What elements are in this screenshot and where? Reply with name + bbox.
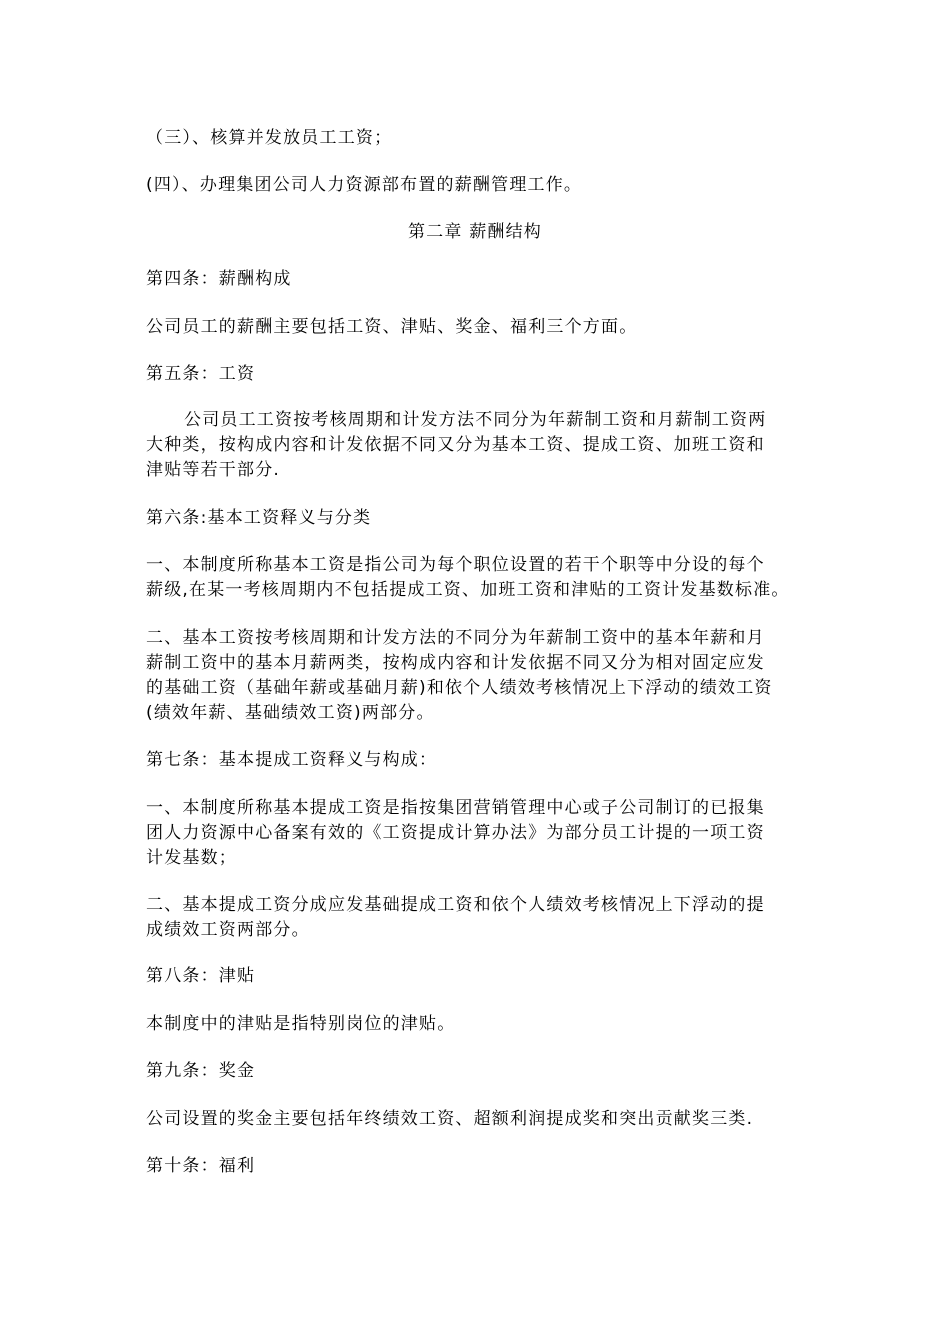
- article-7-item-2-line-1: 二、基本提成工资分成应发基础提成工资和依个人绩效考核情况上下浮动的提: [146, 895, 765, 915]
- chapter-heading: 第二章 薪酬结构: [407, 222, 542, 242]
- article-8-heading: 第八条：津贴: [146, 966, 256, 986]
- article-4-body: 公司员工的薪酬主要包括工资、津贴、奖金、福利三个方面。: [146, 317, 638, 337]
- article-7-item-1-line-2: 团人力资源中心备案有效的《工资提成计算办法》为部分员工计提的一项工资: [146, 823, 765, 843]
- article-7-item-1-line-3: 计发基数；: [146, 848, 237, 868]
- article-7-item-1-line-1: 一、本制度所称基本提成工资是指按集团营销管理中心或子公司制订的已报集: [146, 798, 765, 818]
- article-6-item-2-line-3: 的基础工资（基础年薪或基础月薪)和依个人绩效考核情况上下浮动的绩效工资: [146, 678, 773, 698]
- article-5-heading: 第五条：工资: [146, 364, 256, 384]
- article-5-body-line-3: 津贴等若干部分.: [146, 460, 281, 480]
- article-6-item-2-line-1: 二、基本工资按考核周期和计发方法的不同分为年薪制工资中的基本年薪和月: [146, 628, 765, 648]
- article-6-heading: 第六条:基本工资释义与分类: [146, 508, 372, 528]
- article-7-item-2-line-2: 成绩效工资两部分。: [146, 920, 310, 940]
- article-5-body-line-2: 大种类，按构成内容和计发依据不同又分为基本工资、提成工资、加班工资和: [146, 435, 765, 455]
- article-6-item-1-line-2: 薪级,在某一考核周期内不包括提成工资、加班工资和津贴的工资计发基数标准。: [146, 580, 790, 600]
- article-9-body: 公司设置的奖金主要包括年终绩效工资、超额利润提成奖和突出贡献奖三类.: [146, 1109, 754, 1129]
- clause-4-text: (四）、办理集团公司人力资源部布置的薪酬管理工作。: [146, 175, 583, 195]
- article-9-heading: 第九条：奖金: [146, 1061, 256, 1081]
- article-6-item-1-line-1: 一、本制度所称基本工资是指公司为每个职位设置的若干个职等中分设的每个: [146, 555, 765, 575]
- article-7-heading: 第七条：基本提成工资释义与构成：: [146, 750, 438, 770]
- article-10-heading: 第十条：福利: [146, 1156, 256, 1176]
- article-8-body: 本制度中的津贴是指特别岗位的津贴。: [146, 1014, 456, 1034]
- article-6-item-2-line-2: 薪制工资中的基本月薪两类，按构成内容和计发依据不同又分为相对固定应发: [146, 653, 765, 673]
- clause-3-text: （三）、核算并发放员工工资；: [146, 128, 393, 148]
- article-6-item-2-line-4: (绩效年薪、基础绩效工资)两部分。: [146, 703, 435, 723]
- article-5-body-line-1: 公司员工工资按考核周期和计发方法不同分为年薪制工资和月薪制工资两: [184, 410, 767, 430]
- article-4-heading: 第四条：薪酬构成: [146, 269, 292, 289]
